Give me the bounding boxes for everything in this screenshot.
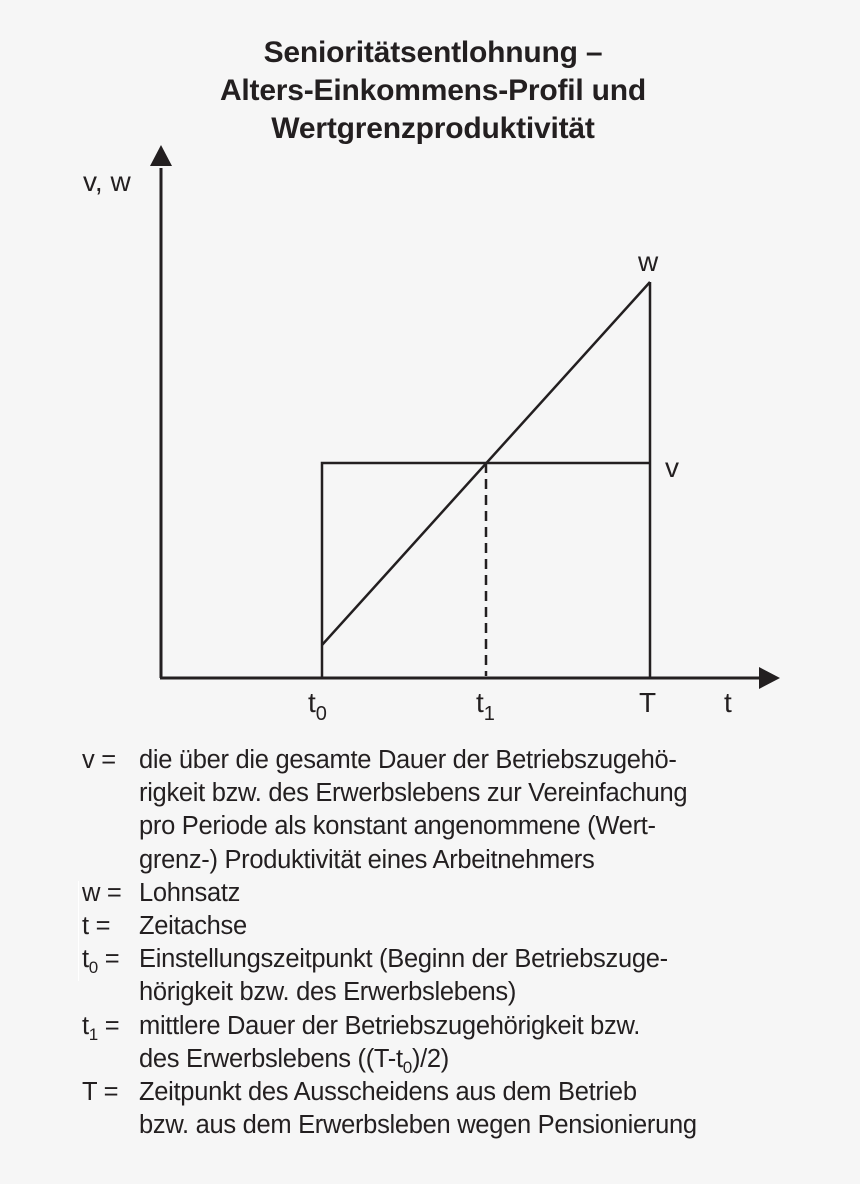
legend-term-suffix: = — [97, 945, 120, 974]
legend-term-sub: 0 — [88, 958, 98, 978]
legend-description — [139, 1076, 697, 1142]
legend-line: Zeitpunkt des Ausscheidens aus dem Betrieb — [139, 1078, 637, 1107]
legend-term: T = — [82, 1078, 119, 1107]
legend-item-T — [82, 1076, 697, 1142]
legend-line: Einstellungszeitpunkt (Beginn der Betriebszuge- — [139, 945, 668, 974]
w-curve-label: w — [638, 246, 659, 277]
legend-item-t0 — [82, 943, 697, 1009]
legend-line: grenz-) Produktivität eines Arbeitnehmers — [139, 845, 595, 874]
legend-term — [82, 1010, 139, 1076]
legend-item-v — [82, 744, 697, 877]
legend-description — [139, 910, 247, 943]
legend-item-t1 — [82, 1010, 697, 1076]
v-curve-label: v — [665, 452, 679, 483]
legend-item-t — [82, 910, 697, 943]
legend-term-base: t — [82, 1011, 89, 1040]
tick-t1-base: t — [476, 687, 484, 718]
legend-term: v = — [82, 746, 116, 774]
legend-line: mittlere Dauer der Betriebszugehörigkeit bzw. — [139, 1011, 640, 1040]
legend-line-sub: 0 — [402, 1057, 412, 1077]
legend-term-base: t — [82, 945, 89, 974]
legend-line: rigkeit bzw. des Erwerbslebens zur Vereinfachung — [139, 779, 688, 808]
legend-term-sub: 1 — [88, 1024, 98, 1044]
legend-term-suffix: = — [97, 1011, 120, 1040]
legend-line: Lohnsatz — [139, 878, 241, 907]
legend-term: w = — [82, 878, 122, 907]
legend-edge-divider — [78, 881, 79, 981]
tick-t0-base: t — [308, 687, 316, 718]
legend-term: t = — [82, 912, 111, 941]
legend — [82, 744, 697, 1142]
y-axis-arrow-icon — [150, 145, 172, 166]
legend-line: pro Periode als konstant angenommene (Wert- — [139, 812, 656, 841]
legend-description — [139, 943, 668, 1009]
x-axis-label: t — [724, 687, 732, 718]
legend-line-suffix: )/2) — [411, 1044, 449, 1073]
title-line-1: Senioritätsentlohnung – — [263, 36, 603, 69]
legend-line: die über die gesamte Dauer der Betriebszugehö- — [139, 746, 677, 774]
legend-term — [82, 943, 139, 1009]
tick-t0-sub: 0 — [315, 703, 327, 725]
legend-line-prefix: des Erwerbslebens ((T-t — [139, 1044, 403, 1073]
tick-label-T: T — [639, 687, 657, 718]
tick-label-t1 — [476, 687, 495, 725]
legend-description — [139, 877, 240, 910]
title-line-2: Alters-Einkommens-Profil und — [219, 74, 647, 107]
legend-line — [139, 1043, 640, 1076]
legend-line: hörigkeit bzw. des Erwerbslebens) — [139, 978, 517, 1007]
y-axis-label: v, w — [83, 166, 131, 197]
legend-item-w — [82, 877, 697, 910]
legend-description — [139, 1010, 640, 1076]
legend-description — [139, 744, 687, 877]
legend-line: bzw. aus dem Erwerbsleben wegen Pensionierung — [139, 1111, 697, 1140]
title-line-3: Wertgrenzproduktivität — [271, 112, 595, 145]
tick-label-t0 — [308, 687, 327, 725]
x-axis-arrow-icon — [759, 667, 780, 689]
legend-line: Zeitachse — [139, 912, 247, 941]
tick-t1-sub: 1 — [483, 703, 495, 725]
